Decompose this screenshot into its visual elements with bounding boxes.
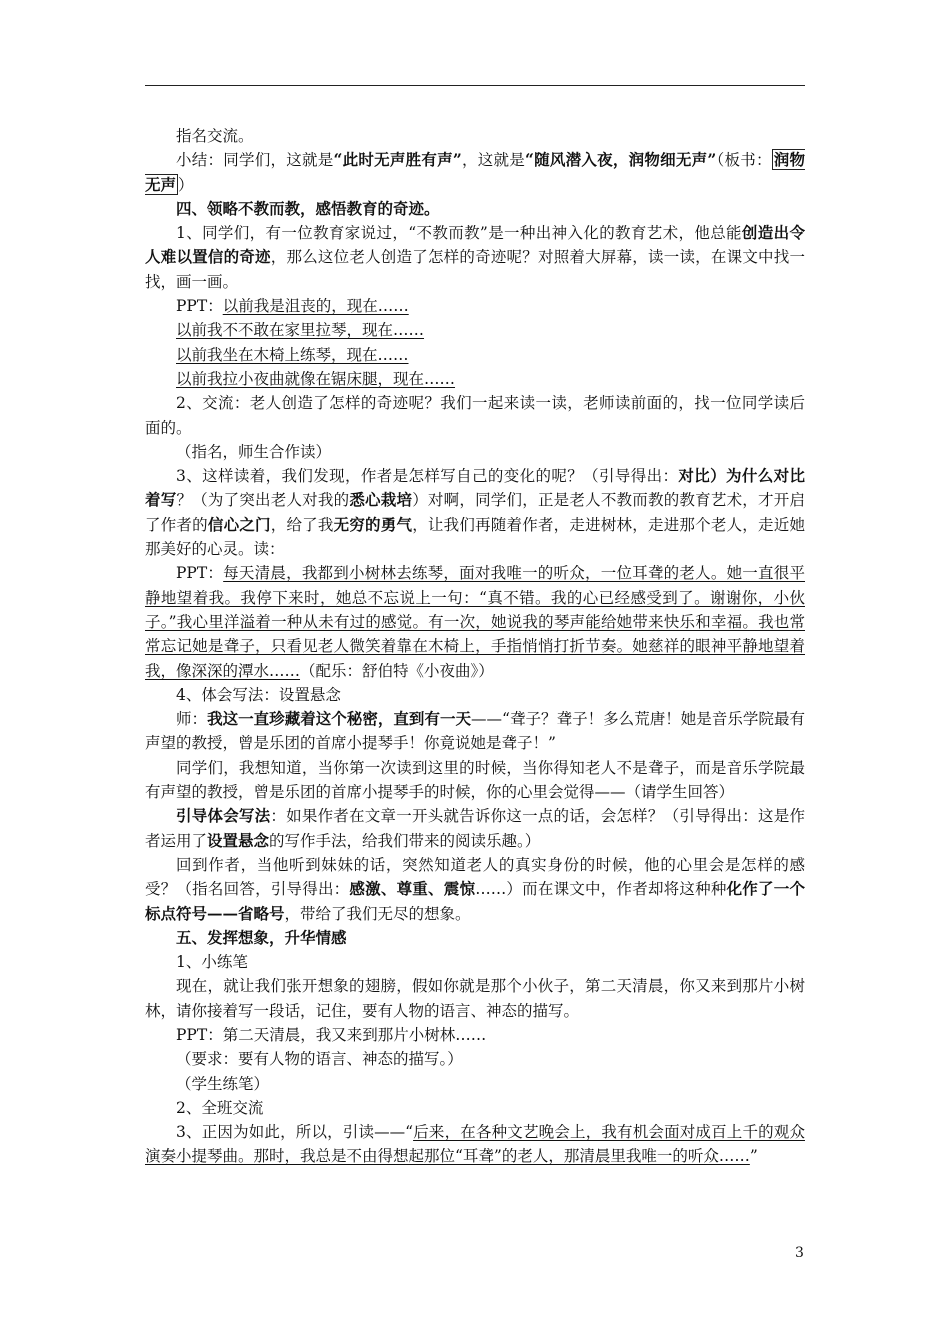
paragraph: 引导体会写法：如果作者在文章一开头就告诉你这一点的话，会怎样？（引导得出：这是作者运用了设置悬念的写作手法，给我们带来的阅读乐趣。）	[145, 806, 805, 850]
ppt-passage: PPT：每天清晨，我都到小树林去练琴，面对我唯一的听众，一位耳聋的老人。她一直很平静地望着我。我停下来时，她总不忘说上一句：“真不错。我的心已经感受到了。谢谢你，小伙子。”我心里洋溢着一种从未有过的感觉。有一次，她说我的琴声能给她带来快乐和幸福。我也常常忘记她是聋子，只看见老人微笑着靠在木椅上，手指悄悄打折节奏。她慈祥的眼神平静地望着我，像深深的潭水……（配乐：舒伯特《小夜曲》）	[145, 564, 805, 680]
paragraph: 2、交流：老人创造了怎样的奇迹呢？我们一起来读一读，老师读前面的，找一位同学读后面的。	[145, 394, 805, 437]
paragraph: （指名，师生合作读）	[176, 442, 332, 461]
paragraph: 1、同学们，有一位教育家说过，“不教而教”是一种出神入化的教育艺术，他总能创造出令人难以置信的奇迹，那么这位老人创造了怎样的奇迹呢？对照着大屏幕，读一读，在课文中找一找，画一画。	[145, 223, 805, 291]
paragraph: PPT：第二天清晨，我又来到那片小树林……	[176, 1025, 487, 1044]
ppt-line: 以前我不不敢在家里拉琴，现在……	[176, 321, 425, 340]
paragraph: 师：我这一直珍藏着这个秘密，直到有一天——“聋子？聋子！多么荒唐！她是音乐学院最有声望的教授，曾是乐团的首席小提琴手！你竟说她是聋子！”	[145, 709, 805, 753]
section-heading-4: 四、领略不教而教，感悟教育的奇迹。	[176, 198, 440, 218]
paragraph: （要求：要有人物的语言、神态的描写。）	[176, 1050, 463, 1069]
section-heading-5: 五、发挥想象，升华情感	[176, 927, 347, 947]
paragraph-summary: 小结：同学们，这就是“此时无声胜有声”，这就是“随风潜入夜，润物细无声”（板书： 润物无声 ）	[145, 150, 805, 194]
paragraph: 回到作者，当他听到妹妹的话，突然知道老人的真实身份的时候，他的心里会是怎样的感受？（指名回答，引导得出：感激、尊重、震惊……）而在课文中，作者却将这种种化作了一个标点符号——省略号，带给了我们无尽的想象。	[145, 855, 805, 923]
paragraph: 指名交流。	[176, 127, 254, 145]
paragraph: 3、这样读着，我们发现，作者是怎样写自己的变化的呢？（引导得出：对比）为什么对比着写？（为了突出老人对我的悉心栽培）对啊，同学们，正是老人不教而教的教育艺术，才开启了作者的信心之门，给了我无穷的勇气，让我们再随着作者，走进树林，走进那个老人，走近她那美好的心灵。读：	[145, 466, 805, 559]
paragraph: 1、小练笔	[176, 953, 248, 972]
document-body	[145, 124, 805, 1169]
paragraph: 3、正因为如此，所以，引读——“后来，在各种文艺晚会上，我有机会面对成百上千的观众演奏小提琴曲。那时，我总是不由得想起那位“耳聋”的老人，那清晨里我唯一的听众……”	[145, 1123, 805, 1166]
ppt-line: PPT：以前我是沮丧的，现在……	[176, 297, 409, 316]
paragraph: 现在，就让我们张开想象的翅膀，假如你就是那个小伙子，第二天清晨，你又来到那片小树林，请你接着写一段话，记住，要有人物的语言、神态的描写。	[145, 977, 805, 1020]
paragraph: 2、全班交流	[176, 1098, 264, 1117]
ppt-line: 以前我拉小夜曲就像在锯床腿，现在……	[176, 369, 456, 388]
ppt-line: 以前我坐在木椅上练琴，现在……	[176, 345, 409, 364]
paragraph: （学生练笔）	[176, 1074, 270, 1093]
paragraph: 同学们，我想知道，当你第一次读到这里的时候，当你得知老人不是聋子，而是音乐学院最有声望的教授，曾是乐团的首席小提琴手的时候，你的心里会觉得——（请学生回答）	[145, 758, 805, 802]
blackboard-note: 润物无声	[145, 150, 805, 194]
paragraph: 4、体会写法：设置悬念	[176, 685, 341, 704]
header-rule	[145, 85, 805, 86]
page-number: 3	[795, 1245, 804, 1261]
